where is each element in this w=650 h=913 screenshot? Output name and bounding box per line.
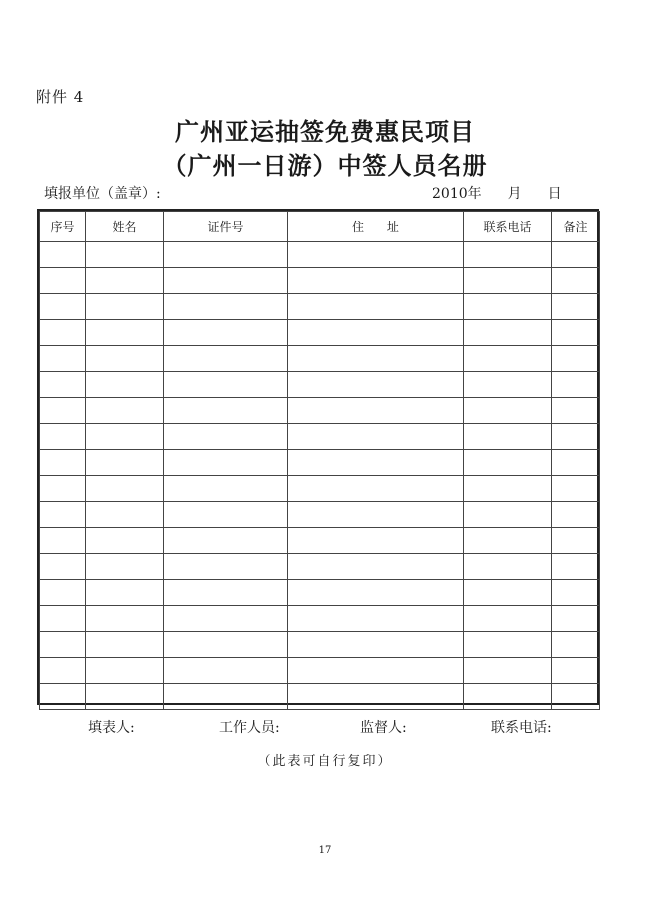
table-cell[interactable]	[40, 320, 86, 346]
table-row	[40, 580, 600, 606]
table-cell[interactable]	[40, 294, 86, 320]
table-cell[interactable]	[86, 580, 164, 606]
date-month: 月	[507, 186, 522, 202]
table-cell[interactable]	[164, 424, 288, 450]
table-cell[interactable]	[288, 346, 464, 372]
table-cell[interactable]	[288, 502, 464, 528]
table-cell[interactable]	[86, 554, 164, 580]
table-cell[interactable]	[86, 346, 164, 372]
table-cell[interactable]	[164, 242, 288, 268]
table-row	[40, 398, 600, 424]
column-header-id-number: 证件号	[164, 212, 288, 242]
date-year: 2010年	[432, 186, 482, 202]
table-row	[40, 606, 600, 632]
table-row	[40, 632, 600, 658]
table-row	[40, 424, 600, 450]
table-cell[interactable]	[552, 424, 600, 450]
table-cell[interactable]	[40, 580, 86, 606]
table-cell[interactable]	[464, 424, 552, 450]
table-cell[interactable]	[464, 554, 552, 580]
footer-staff-label: 工作人员:	[219, 720, 280, 736]
table-cell[interactable]	[288, 398, 464, 424]
table-body	[40, 242, 600, 710]
table-cell[interactable]	[552, 268, 600, 294]
table-cell[interactable]	[288, 294, 464, 320]
table-cell[interactable]	[552, 606, 600, 632]
table-cell[interactable]	[552, 372, 600, 398]
table-row	[40, 658, 600, 684]
table-cell[interactable]	[86, 320, 164, 346]
table-cell[interactable]	[552, 632, 600, 658]
table-cell[interactable]	[552, 450, 600, 476]
table-cell[interactable]	[40, 528, 86, 554]
column-header-address: 住 址	[288, 212, 464, 242]
table-cell[interactable]	[164, 554, 288, 580]
table-cell[interactable]	[464, 346, 552, 372]
table-cell[interactable]	[86, 450, 164, 476]
table-cell[interactable]	[552, 684, 600, 710]
table-cell[interactable]	[552, 320, 600, 346]
table-cell[interactable]	[86, 476, 164, 502]
table-cell[interactable]	[288, 606, 464, 632]
table-row	[40, 450, 600, 476]
table-cell[interactable]	[40, 424, 86, 450]
table-cell[interactable]	[86, 632, 164, 658]
table-cell[interactable]	[86, 398, 164, 424]
table-cell[interactable]	[464, 242, 552, 268]
footer-filler-label: 填表人:	[88, 720, 135, 736]
table-cell[interactable]	[288, 554, 464, 580]
table-cell[interactable]	[552, 398, 600, 424]
table-cell[interactable]	[288, 476, 464, 502]
table-cell[interactable]	[288, 372, 464, 398]
table-row	[40, 684, 600, 710]
table-cell[interactable]	[464, 268, 552, 294]
table-cell[interactable]	[464, 580, 552, 606]
table-cell[interactable]	[164, 268, 288, 294]
document-title-line2: （广州一日游）中签人员名册	[162, 152, 488, 180]
table-row	[40, 294, 600, 320]
table-cell[interactable]	[464, 528, 552, 554]
table-cell[interactable]	[164, 294, 288, 320]
roster-table	[37, 209, 599, 705]
table-cell[interactable]	[164, 632, 288, 658]
table-cell[interactable]	[288, 528, 464, 554]
table-cell[interactable]	[464, 294, 552, 320]
table-cell[interactable]	[86, 658, 164, 684]
table-cell[interactable]	[40, 398, 86, 424]
table-cell[interactable]	[164, 658, 288, 684]
table-cell[interactable]	[40, 502, 86, 528]
table-cell[interactable]	[464, 450, 552, 476]
table-cell[interactable]	[464, 398, 552, 424]
table-cell[interactable]	[86, 242, 164, 268]
table-cell[interactable]	[164, 502, 288, 528]
table-cell[interactable]	[464, 502, 552, 528]
table-cell[interactable]	[288, 268, 464, 294]
column-header-index: 序号	[40, 212, 86, 242]
table-cell[interactable]	[164, 580, 288, 606]
table-cell[interactable]	[288, 658, 464, 684]
table-row	[40, 528, 600, 554]
table-row	[40, 476, 600, 502]
table-cell[interactable]	[164, 320, 288, 346]
table-cell[interactable]	[288, 242, 464, 268]
footer-supervisor-label: 监督人:	[360, 720, 407, 736]
table-cell[interactable]	[40, 476, 86, 502]
table-row	[40, 268, 600, 294]
table-cell[interactable]	[552, 580, 600, 606]
table-row	[40, 320, 600, 346]
table-cell[interactable]	[552, 294, 600, 320]
table-row	[40, 346, 600, 372]
table-cell[interactable]	[86, 294, 164, 320]
table-cell[interactable]	[40, 242, 86, 268]
table-cell[interactable]	[464, 684, 552, 710]
table-cell[interactable]	[40, 658, 86, 684]
table-cell[interactable]	[86, 268, 164, 294]
page-number: 17	[318, 845, 332, 856]
copy-note: （此表可自行复印）	[257, 754, 393, 769]
table-cell[interactable]	[464, 372, 552, 398]
table-row	[40, 372, 600, 398]
table-cell[interactable]	[40, 632, 86, 658]
table-row	[40, 554, 600, 580]
table-cell[interactable]	[86, 424, 164, 450]
table-header-row	[40, 212, 600, 242]
table-cell[interactable]	[464, 476, 552, 502]
footer-phone-label: 联系电话:	[491, 720, 552, 736]
table-cell[interactable]	[552, 554, 600, 580]
table-cell[interactable]	[86, 684, 164, 710]
table-cell[interactable]	[164, 606, 288, 632]
table-cell[interactable]	[40, 684, 86, 710]
table-cell[interactable]	[86, 606, 164, 632]
table-cell[interactable]	[464, 632, 552, 658]
table-cell[interactable]	[86, 502, 164, 528]
table-cell[interactable]	[288, 684, 464, 710]
column-header-phone: 联系电话	[464, 212, 552, 242]
table-cell[interactable]	[164, 346, 288, 372]
table-cell[interactable]	[464, 606, 552, 632]
table-cell[interactable]	[40, 554, 86, 580]
table-cell[interactable]	[464, 658, 552, 684]
table-cell[interactable]	[164, 684, 288, 710]
table-cell[interactable]	[164, 372, 288, 398]
table-cell[interactable]	[164, 476, 288, 502]
table-cell[interactable]	[288, 424, 464, 450]
table-cell[interactable]	[552, 242, 600, 268]
table-cell[interactable]	[288, 320, 464, 346]
attachment-label: 附件 4	[36, 88, 85, 106]
table-cell[interactable]	[40, 346, 86, 372]
table-cell[interactable]	[40, 268, 86, 294]
table-cell[interactable]	[164, 450, 288, 476]
table-cell[interactable]	[40, 372, 86, 398]
table-cell[interactable]	[86, 372, 164, 398]
table-row	[40, 502, 600, 528]
table-cell[interactable]	[552, 528, 600, 554]
table-cell[interactable]	[552, 476, 600, 502]
table-cell[interactable]	[40, 606, 86, 632]
document-title-line1: 广州亚运抽签免费惠民项目	[175, 118, 475, 146]
column-header-name: 姓名	[86, 212, 164, 242]
table-cell[interactable]	[464, 320, 552, 346]
fill-unit-label: 填报单位（盖章）:	[44, 186, 161, 202]
table-cell[interactable]	[164, 398, 288, 424]
table-cell[interactable]	[552, 658, 600, 684]
table-cell[interactable]	[86, 528, 164, 554]
table-cell[interactable]	[552, 502, 600, 528]
table-cell[interactable]	[164, 528, 288, 554]
table-cell[interactable]	[552, 346, 600, 372]
column-header-remarks: 备注	[552, 212, 600, 242]
table-row	[40, 242, 600, 268]
date-line	[432, 183, 562, 203]
table-cell[interactable]	[288, 632, 464, 658]
table-cell[interactable]	[288, 450, 464, 476]
table-cell[interactable]	[40, 450, 86, 476]
date-day: 日	[547, 186, 562, 202]
table-cell[interactable]	[288, 580, 464, 606]
